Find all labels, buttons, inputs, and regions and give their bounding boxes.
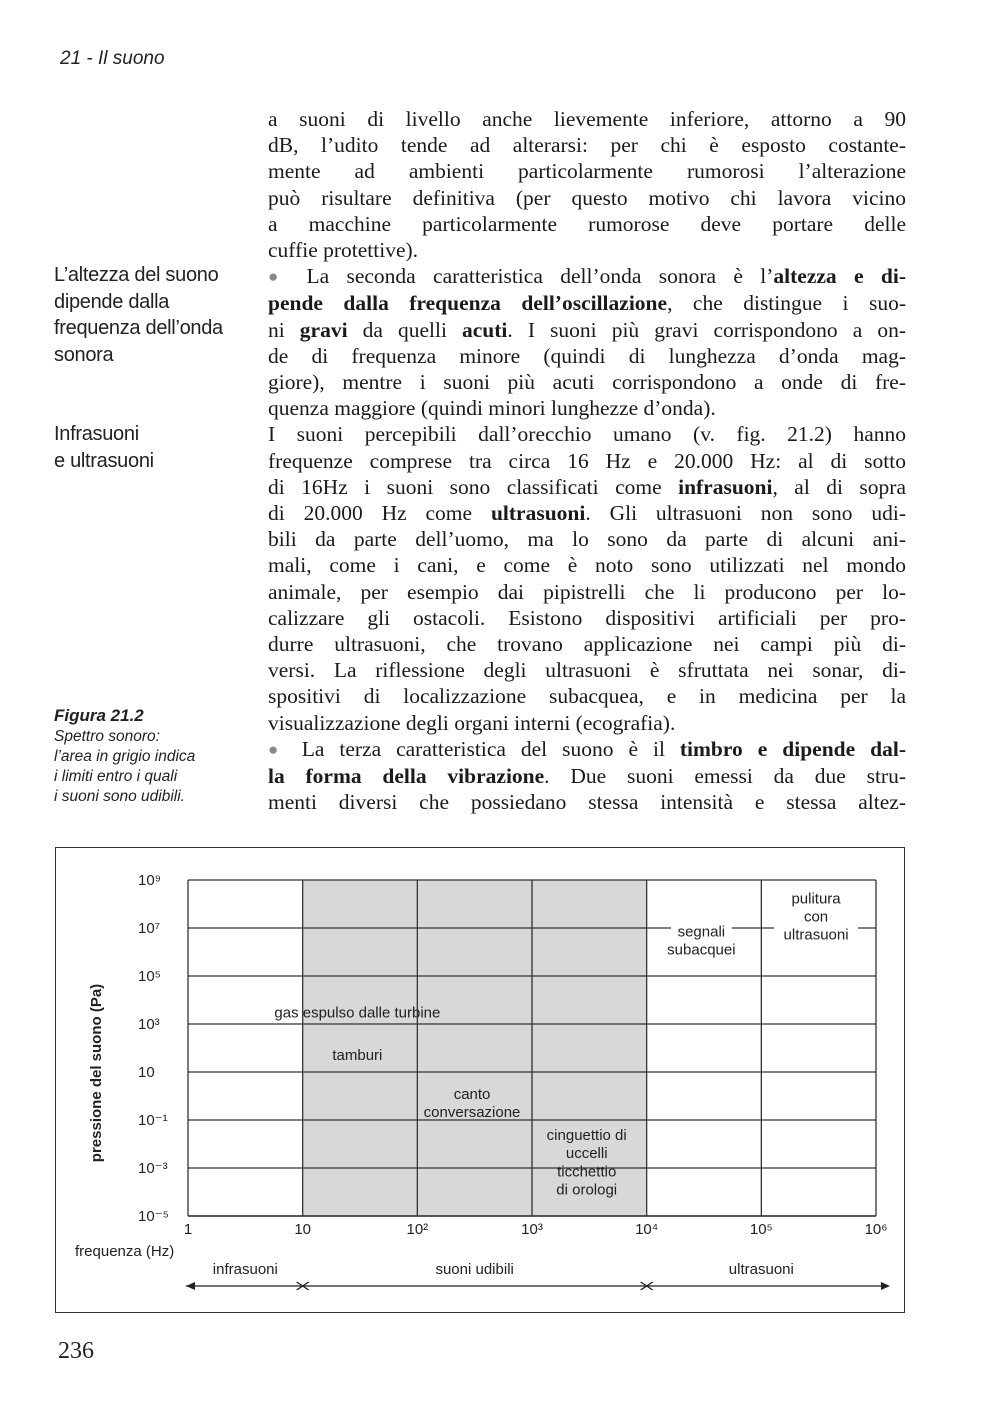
body-bold-text: infrasuoni bbox=[678, 474, 773, 499]
body-text-run: calizzare gli ostacoli. Esistono dispositivi artificiali per pro- bbox=[268, 605, 906, 630]
x-axis-label: frequenza (Hz) bbox=[75, 1243, 175, 1260]
side-note-line: sonora bbox=[54, 343, 114, 366]
figure-caption-title: Figura 21.2 bbox=[54, 706, 144, 725]
annotation-label: di orologi bbox=[556, 1181, 618, 1199]
x-tick-label: 10³ bbox=[521, 1221, 543, 1238]
side-note-altezza bbox=[54, 262, 254, 368]
body-text-run: cuffie protettive). bbox=[268, 238, 419, 263]
figure-caption bbox=[54, 706, 254, 807]
body-line bbox=[268, 605, 906, 631]
body-line bbox=[268, 317, 906, 343]
range-label: suoni udibili bbox=[435, 1261, 514, 1278]
annotation-label: gas espulso dalle turbine bbox=[274, 1004, 441, 1022]
body-text-run: . Due suoni emessi da due stru- bbox=[544, 764, 906, 789]
body-bold-text: gravi bbox=[299, 317, 348, 342]
body-text-run: , che distingue i suo- bbox=[667, 291, 906, 316]
annotation-label: segnali bbox=[677, 923, 726, 941]
annotation-label: canto bbox=[453, 1086, 491, 1104]
x-tick-label: 10⁵ bbox=[749, 1221, 773, 1238]
body-text-run: giore), mentre i suoni più acuti corrispondono a onde di fre- bbox=[268, 370, 906, 395]
running-head: 21 - Il suono bbox=[60, 48, 165, 69]
bullet-icon: ● bbox=[268, 739, 302, 759]
body-line bbox=[268, 158, 906, 184]
body-text-run: I suoni percepibili dall’orecchio umano (v. fig. 21.2) hanno bbox=[268, 422, 906, 447]
body-text-run: dB, l’udito tende ad alterarsi: per chi è esposto costante- bbox=[268, 133, 906, 158]
body-text-run: . Gli ultrasuoni non sono udi- bbox=[585, 501, 906, 526]
y-tick-label: 10⁹ bbox=[138, 872, 162, 889]
body-line bbox=[268, 132, 906, 158]
arrow-left-icon bbox=[186, 1282, 195, 1290]
annotation-label: uccelli bbox=[565, 1145, 608, 1162]
body-text-run: di 20.000 Hz come bbox=[268, 501, 491, 526]
body-text-run: bili da parte dell’uomo, ma lo sono da parte di alcuni ani- bbox=[268, 527, 906, 552]
body-line bbox=[268, 395, 906, 421]
x-tick-label: 10² bbox=[406, 1221, 429, 1238]
body-line bbox=[268, 657, 906, 683]
bullet-icon: ● bbox=[268, 267, 307, 287]
body-text bbox=[268, 106, 906, 815]
annotation-label: pulitura bbox=[791, 890, 841, 908]
body-text-run: . I suoni più gravi corrispondono a on- bbox=[507, 317, 906, 342]
body-text-run: La seconda caratteristica dell’onda sonora è l’ bbox=[306, 264, 774, 289]
side-note-line: L’altezza del suono bbox=[54, 264, 219, 286]
body-bold-text: pende dalla frequenza dell’oscillazione bbox=[268, 291, 668, 316]
y-tick-label: 10⁻³ bbox=[138, 1160, 168, 1177]
sound-spectrum-chart bbox=[56, 848, 906, 1314]
annotation-label: conversazione bbox=[423, 1104, 521, 1122]
body-line bbox=[268, 789, 906, 815]
annotation-label: cinguettio di bbox=[546, 1127, 627, 1144]
body-text-run: de di frequenza minore (quindi di lunghezza d’onda mag- bbox=[268, 343, 906, 368]
body-bold-text: timbro e dipende dal- bbox=[679, 736, 906, 761]
body-bold-text: altezza e di- bbox=[773, 264, 906, 289]
figure-caption-line: i limiti entro i quali bbox=[54, 768, 178, 785]
body-line bbox=[268, 290, 906, 316]
body-line bbox=[268, 369, 906, 395]
body-line bbox=[268, 763, 906, 789]
figure-caption-line: Spettro sonoro: bbox=[54, 728, 160, 745]
annotation-label: tamburi bbox=[332, 1047, 383, 1065]
body-text-run: a macchine particolarmente rumorose deve portare delle bbox=[268, 211, 906, 236]
body-text-run: spositivi di localizzazione subacquea, e in medicina per la bbox=[268, 684, 906, 709]
side-note-infrasuoni bbox=[54, 421, 254, 474]
y-tick-label: 10⁵ bbox=[138, 968, 161, 985]
annotation-label: ticchettio bbox=[557, 1163, 617, 1181]
x-tick-label: 1 bbox=[183, 1221, 193, 1238]
body-text-run: ni bbox=[268, 317, 300, 342]
body-text-run: durre ultrasuoni, che trovano applicazione nei campi più di- bbox=[268, 632, 906, 657]
y-tick-label: 10³ bbox=[138, 1016, 160, 1033]
x-tick-label: 10 bbox=[294, 1221, 312, 1238]
y-axis-label: pressione del suono (Pa) bbox=[88, 983, 105, 1163]
body-line bbox=[268, 474, 906, 500]
body-line bbox=[268, 185, 906, 211]
body-line bbox=[268, 343, 906, 369]
page-number: 236 bbox=[58, 1338, 94, 1364]
body-text-run: frequenze comprese tra circa 16 Hz e 20.000 Hz: al di sotto bbox=[268, 448, 906, 473]
body-text-run: mali, come i cani, e come è noto sono utilizzati nel mondo bbox=[268, 553, 906, 578]
body-line bbox=[268, 526, 906, 552]
figure-sound-spectrum bbox=[55, 847, 905, 1313]
body-text-run: La terza caratteristica del suono è il bbox=[301, 736, 680, 761]
x-tick-label: 10⁶ bbox=[864, 1221, 888, 1238]
body-text-run: menti diversi che possiedano stessa intensità e stessa altez- bbox=[268, 790, 906, 815]
body-text-run: di 16Hz i suoni sono classificati come bbox=[268, 474, 679, 499]
body-text-run: a suoni di livello anche lievemente inferiore, attorno a 90 bbox=[268, 107, 906, 131]
annotation-label: ultrasuoni bbox=[783, 926, 849, 944]
x-tick-label: 10⁴ bbox=[635, 1221, 659, 1238]
body-text-run: può risultare definitiva (per questo motivo chi lavora vicino bbox=[268, 185, 906, 210]
body-text-run: versi. La riflessione degli ultrasuoni è sfruttata nei sonar, di- bbox=[268, 658, 906, 683]
body-line bbox=[268, 106, 906, 132]
body-line bbox=[268, 211, 906, 237]
figure-caption-line: i suoni sono udibili. bbox=[54, 788, 185, 805]
body-line bbox=[268, 579, 906, 605]
side-note-line: Infrasuoni bbox=[54, 423, 139, 445]
y-tick-label: 10 bbox=[138, 1064, 155, 1081]
body-line bbox=[268, 631, 906, 657]
body-text-run: mente ad ambienti particolarmente rumorosi l’alterazione bbox=[268, 159, 906, 184]
body-line bbox=[268, 552, 906, 578]
body-line bbox=[268, 263, 906, 290]
range-label: ultrasuoni bbox=[728, 1261, 794, 1278]
body-bold-text: ultrasuoni bbox=[490, 501, 586, 526]
range-label: infrasuoni bbox=[212, 1261, 278, 1278]
body-text-run: , al di sopra bbox=[772, 474, 907, 499]
body-text-run: visualizzazione degli organi interni (ecografia). bbox=[268, 710, 676, 735]
body-bold-text: acuti bbox=[462, 317, 508, 342]
body-line bbox=[268, 683, 906, 709]
y-tick-label: 10⁻⁵ bbox=[138, 1208, 169, 1225]
body-text-run: da quelli bbox=[347, 317, 463, 342]
figure-caption-line: l’area in grigio indica bbox=[54, 748, 196, 765]
annotation-label: con bbox=[803, 908, 829, 926]
annotation-label: subacquei bbox=[667, 941, 736, 959]
body-bold-text: la forma della vibrazione bbox=[268, 764, 545, 789]
body-line bbox=[268, 500, 906, 526]
body-line bbox=[268, 237, 906, 263]
side-note-line: frequenza dell’onda bbox=[54, 317, 223, 339]
side-note-line: e ultrasuoni bbox=[54, 449, 154, 472]
body-line bbox=[268, 448, 906, 474]
y-tick-label: 10⁻¹ bbox=[138, 1112, 168, 1129]
body-text-run: quenza maggiore (quindi minori lunghezze d’onda). bbox=[268, 396, 716, 421]
arrow-right-icon bbox=[881, 1282, 890, 1290]
body-line bbox=[268, 421, 906, 447]
body-line bbox=[268, 736, 906, 763]
body-line bbox=[268, 710, 906, 736]
body-text-run: animale, per esempio dai pipistrelli che li producono per lo- bbox=[268, 579, 906, 604]
side-note-line: dipende dalla bbox=[54, 290, 170, 313]
y-tick-label: 10⁷ bbox=[138, 920, 161, 937]
